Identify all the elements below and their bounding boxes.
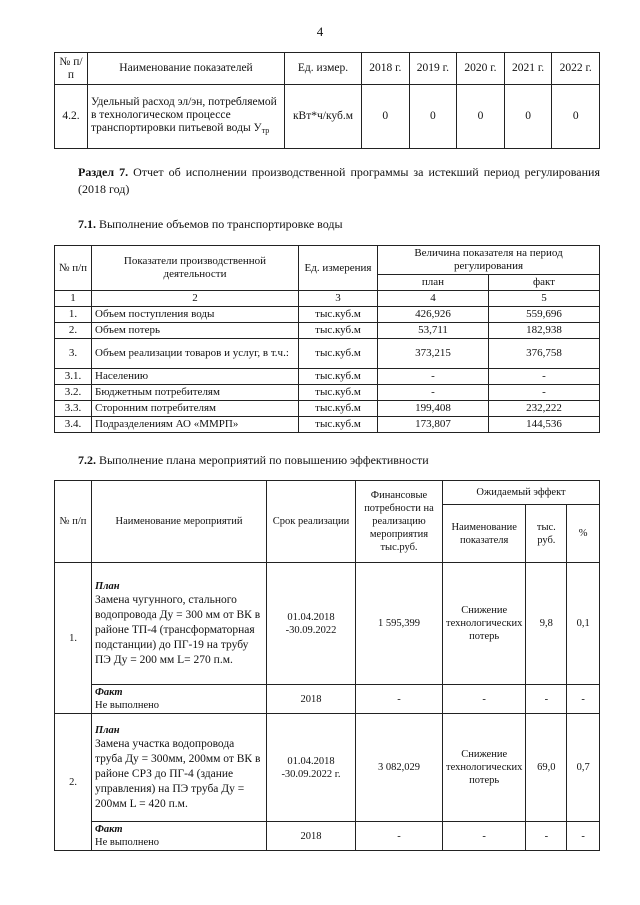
col-header-year: 2019 г. [409, 53, 457, 85]
subsection-7-1-title: Выполнение объемов по транспортировке воды [99, 217, 343, 231]
row-name-text: Удельный расход эл/эн, потребляемой в технологическом процессе транспортировки питьевой воды У [91, 96, 277, 134]
row-fact-rub: - [526, 822, 567, 851]
plan-label: План [95, 724, 120, 736]
row-value: 0 [457, 85, 505, 149]
row-fact: 559,696 [488, 307, 599, 323]
subsection-7-2-title: Выполнение плана мероприятий по повышению эффективности [99, 453, 429, 467]
row-unit: кВт*ч/куб.м [285, 85, 362, 149]
col-header-finance: Финансовые потребности на реализацию мероприятия тыс.руб. [356, 481, 443, 563]
row-fact-rub: - [526, 685, 567, 714]
row-indicator: Снижение технологических потерь [443, 714, 526, 822]
row-fact: - [488, 369, 599, 385]
fact-text: Не выполнено [95, 837, 159, 848]
subsection-7-2-heading [78, 452, 429, 469]
row-num: 3.2. [55, 385, 92, 401]
row-name-subscript: тр [261, 126, 270, 135]
row-fact-finance: - [356, 822, 443, 851]
row-rub: 69,0 [526, 714, 567, 822]
row-term: 01.04.2018 -30.09.2022 [267, 563, 356, 685]
row-finance: 1 595,399 [356, 563, 443, 685]
col-number: 3 [299, 291, 378, 307]
page-number: 4 [316, 24, 324, 39]
row-plan: 173,807 [378, 417, 489, 433]
row-fact [92, 822, 267, 851]
row-num: 1. [55, 563, 92, 714]
row-unit: тыс.куб.м [299, 417, 378, 433]
col-header-year: 2018 г. [362, 53, 410, 85]
col-header-pct: % [567, 505, 600, 563]
row-fact: 182,938 [488, 323, 599, 339]
col-header-name: Наименование показателей [88, 53, 285, 85]
row-plan [92, 714, 267, 822]
table-row [55, 685, 600, 714]
table-row [55, 307, 600, 323]
col-header-num: № п/п [55, 53, 88, 85]
table-row [55, 714, 600, 822]
row-finance: 3 082,029 [356, 714, 443, 822]
row-num: 3.1. [55, 369, 92, 385]
col-number: 1 [55, 291, 92, 307]
row-fact: 144,536 [488, 417, 599, 433]
col-header-num: № п/п [55, 481, 92, 563]
col-header-name: Наименование мероприятий [92, 481, 267, 563]
col-header-num: № п/п [55, 246, 92, 291]
row-value: 0 [552, 85, 600, 149]
col-header-value: Величина показателя на период регулирования [378, 246, 600, 275]
row-fact-pct: - [567, 685, 600, 714]
row-value: 0 [409, 85, 457, 149]
row-plan: 373,215 [378, 339, 489, 369]
row-name: Объем реализации товаров и услуг, в т.ч.: [92, 339, 299, 369]
row-indicator: Снижение технологических потерь [443, 563, 526, 685]
row-name: Объем поступления воды [92, 307, 299, 323]
row-unit: тыс.куб.м [299, 385, 378, 401]
row-fact-indicator: - [443, 822, 526, 851]
table-row [55, 385, 600, 401]
section-7-heading [78, 164, 600, 198]
row-num: 3.3. [55, 401, 92, 417]
row-fact-pct: - [567, 822, 600, 851]
col-header-year: 2020 г. [457, 53, 505, 85]
row-name: Подразделениям АО «ММРП» [92, 417, 299, 433]
table-row [55, 339, 600, 369]
row-fact-finance: - [356, 685, 443, 714]
row-plan: 426,926 [378, 307, 489, 323]
fact-label: Факт [95, 824, 123, 835]
row-num: 2. [55, 714, 92, 851]
col-header-effect: Ожидаемый эффект [443, 481, 600, 505]
table-row [55, 323, 600, 339]
table-row [55, 563, 600, 685]
plan-label: План [95, 580, 120, 592]
col-header-indicator: Наименование показателя [443, 505, 526, 563]
row-num: 3.4. [55, 417, 92, 433]
col-header-rub: тыс. руб. [526, 505, 567, 563]
row-num: 3. [55, 339, 92, 369]
col-header-year: 2021 г. [504, 53, 552, 85]
row-unit: тыс.куб.м [299, 339, 378, 369]
col-header-fact: факт [488, 275, 599, 291]
row-fact-indicator: - [443, 685, 526, 714]
row-name: Объем потерь [92, 323, 299, 339]
col-number: 4 [378, 291, 489, 307]
row-pct: 0,7 [567, 714, 600, 822]
row-num: 1. [55, 307, 92, 323]
table-row [55, 401, 600, 417]
row-plan: - [378, 369, 489, 385]
row-fact-term: 2018 [267, 685, 356, 714]
subsection-7-1-num: 7.1. [78, 217, 96, 231]
row-plan: - [378, 385, 489, 401]
row-plan [92, 563, 267, 685]
row-plan: 53,711 [378, 323, 489, 339]
table-row [55, 417, 600, 433]
col-header-unit: Ед. измер. [285, 53, 362, 85]
row-fact: 376,758 [488, 339, 599, 369]
plan-text: Замена участка водопровода труба Ду = 300мм, 200мм от ВК в районе СРЗ до ПГ-4 (здание управления) на ПЭ труба Ду = 200мм L = 420 п.м. [95, 737, 261, 810]
col-header-plan: план [378, 275, 489, 291]
row-num: 4.2. [55, 85, 88, 149]
subsection-7-2-num: 7.2. [78, 453, 96, 467]
col-header-term: Срок реализации [267, 481, 356, 563]
row-unit: тыс.куб.м [299, 369, 378, 385]
section-7-text: Отчет об исполнении производственной программы за истекший период регулирования (2018 год) [78, 165, 600, 196]
row-value: 0 [362, 85, 410, 149]
row-fact [92, 685, 267, 714]
fact-label: Факт [95, 687, 123, 698]
subsection-7-1-heading [78, 216, 343, 233]
row-unit: тыс.куб.м [299, 401, 378, 417]
col-number: 5 [488, 291, 599, 307]
row-fact: 232,222 [488, 401, 599, 417]
energy-consumption-table [54, 52, 600, 149]
water-volume-table [54, 245, 600, 433]
table-row [55, 369, 600, 385]
section-7-label: Раздел 7. [78, 165, 129, 179]
col-number: 2 [92, 291, 299, 307]
row-value: 0 [504, 85, 552, 149]
row-name: Бюджетным потребителям [92, 385, 299, 401]
fact-text: Не выполнено [95, 700, 159, 711]
row-unit: тыс.куб.м [299, 307, 378, 323]
col-header-unit: Ед. измерения [299, 246, 378, 291]
row-unit: тыс.куб.м [299, 323, 378, 339]
row-name [88, 85, 285, 149]
col-header-name: Показатели производственной деятельности [92, 246, 299, 291]
row-fact-term: 2018 [267, 822, 356, 851]
row-name: Населению [92, 369, 299, 385]
row-rub: 9,8 [526, 563, 567, 685]
row-term: 01.04.2018 -30.09.2022 г. [267, 714, 356, 822]
row-pct: 0,1 [567, 563, 600, 685]
col-header-year: 2022 г. [552, 53, 600, 85]
plan-text: Замена чугунного, стального водопровода Ду = 300 мм от ВК в районе ТП-4 (трансформаторная подстанции) до ПГ-19 на трубу ПЭ Ду = 200 мм L= 270 п.м. [95, 593, 261, 666]
measures-table [54, 480, 600, 851]
row-num: 2. [55, 323, 92, 339]
row-fact: - [488, 385, 599, 401]
table-row [55, 822, 600, 851]
row-plan: 199,408 [378, 401, 489, 417]
row-name: Сторонним потребителям [92, 401, 299, 417]
